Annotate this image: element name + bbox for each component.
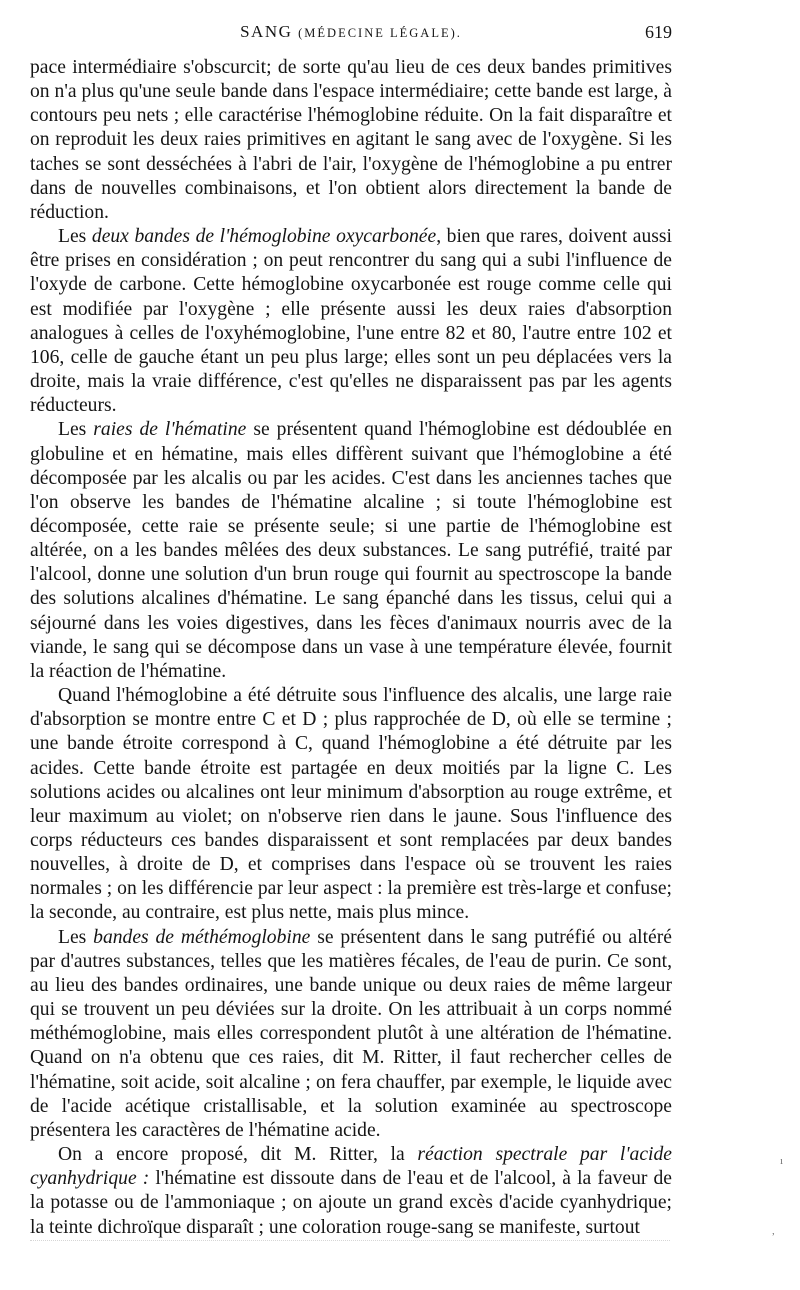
paragraph-text: Les [58, 926, 94, 948]
italic-term: deux bandes de l'hémoglobine oxycarbonée [91, 226, 437, 248]
italic-term: raies de l'hématine [93, 419, 247, 441]
paragraph [30, 1143, 672, 1240]
header-title-sub: (MÉDECINE LÉGALE). [298, 26, 462, 40]
paragraph [30, 684, 672, 926]
running-title [30, 22, 672, 42]
bleed-through-line [30, 1240, 670, 1247]
paragraph [30, 926, 672, 1143]
page-number: 619 [645, 22, 672, 42]
margin-mark: ı [780, 1155, 784, 1167]
paragraph-text: se présentent dans le sang putréfié ou altéré par d'autres substances, telles que les matières fécales, de l'eau de purin. Ce sont, au lieu des bandes ordinaires, une bande unique ou deux raies de même largeur qui se trouvent un peu déviées sur la droite. On les attribuait à un corps nommé méthémoglobine, mais elles correspondent plutôt à une altération de l'hématine. Quand on n'a obtenu que ces raies, dit M. Ritter, il faut rechercher celles de l'hématine, soit acide, soit alcaline ; on fera chauffer, par exemple, le liquide avec de l'acide acétique cristallisable, et la solution examinée au spectroscope présentera les caractères de l'hématine acide. [30, 926, 672, 1141]
paragraph-text: Quand l'hémoglobine a été détruite sous l'influence des alcalis, une large raie d'absorption se montre entre C et D ; plus rapprochée de D, où elle se termine ; une bande étroite correspond à C, quand l'hémoglobine a été détruite par les acides. Cette bande étroite est partagée en deux moitiés par la ligne C. Les solutions acides ou alcalines ont leur minimum d'absorption au rouge extrême, et leur maximum au violet; on n'observe rien dans le jaune. Sous l'influence des corps réducteurs ces bandes disparaissent et sont remplacées par deux bandes nouvelles, à droite de D, et comprises dans l'espace où se trouvent les raies normales ; on les différencie par leur aspect : la première est très-large et confuse; la seconde, au contraire, est plus nette, mais plus mince. [30, 685, 672, 924]
paragraph-text: , bien que rares, doivent aussi être prises en considération ; on peut rencontrer du sang qui a subi l'influence de l'oxyde de carbone. Cette hémoglobine oxycarbonée est rouge comme celle qui est modifiée par l'oxygène ; elle présente aussi les deux raies d'absorption analogues à celles de l'oxyhémoglobine, l'une entre 82 et 80, l'autre entre 102 et 106, celle de gauche étant un peu plus large; elles sont un peu déplacées vers la droite, mais la vraie différence, c'est qu'elles ne disparaissent pas par les agents réducteurs. [30, 226, 672, 417]
running-header [30, 22, 672, 46]
margin-mark: , [772, 1225, 775, 1237]
paragraph [30, 56, 672, 225]
header-title-main: SANG [240, 22, 293, 41]
italic-term: réaction spectrale par l'acide cyanhydrique : [30, 1144, 672, 1190]
paragraph-text: pace intermédiaire s'obscurcit; de sorte qu'au lieu de ces deux bandes primitives on n'a plus qu'une seule bande dans l'espace intermédiaire; cette bande est large, à contours peu nets ; elle caractérise l'hémoglobine réduite. On la fait disparaître et on reproduit les deux raies primitives en agitant le sang avec de l'oxygène. Si les taches se sont desséchées à l'abri de l'air, l'oxygène de l'hémoglobine a pu entrer dans de nouvelles combinaisons, et l'on obtient alors directement la bande de réduction. [30, 57, 672, 223]
paragraph [30, 418, 672, 684]
paragraph-text: On a encore proposé, dit M. Ritter, la [58, 1144, 418, 1166]
italic-term: bandes de méthémoglobine [93, 926, 311, 948]
paragraph-text: l'hématine est dissoute dans de l'eau et de l'alcool, à la faveur de la potasse ou de l'ammoniaque ; on ajoute un grand excès d'acide cyanhydrique; la teinte dichroïque disparaît ; une coloration rouge-sang se manifeste, surtout [30, 1168, 673, 1238]
body-text [30, 56, 672, 1240]
paragraph [30, 225, 672, 418]
paragraph-text: se présentent quand l'hémoglobine est dédoublée en globuline et en hématine, mais elles diffèrent suivant que l'hémoglobine a été décomposée par les alcalis ou par les acides. C'est dans les anciennes taches que l'on observe les bandes de l'hématine alcaline ; si toute l'hémoglobine est décomposée, cette raie se présente seule; si une partie de l'hémoglobine est altérée, on a les bandes mêlées des deux substances. Le sang putréfié, traité par l'alcool, donne une solution d'un brun rouge qui fournit au spectroscope la bande des solutions alcalines d'hématine. Le sang épanché dans les tissus, celui qui a séjourné dans les voies digestives, dans les fèces d'animaux nourris avec de la viande, le sang qui se décompose dans un vase à une température élevée, fournit la réaction de l'hématine. [30, 419, 672, 682]
paragraph-text: Les [58, 419, 94, 441]
paragraph-text: Les [58, 226, 92, 248]
